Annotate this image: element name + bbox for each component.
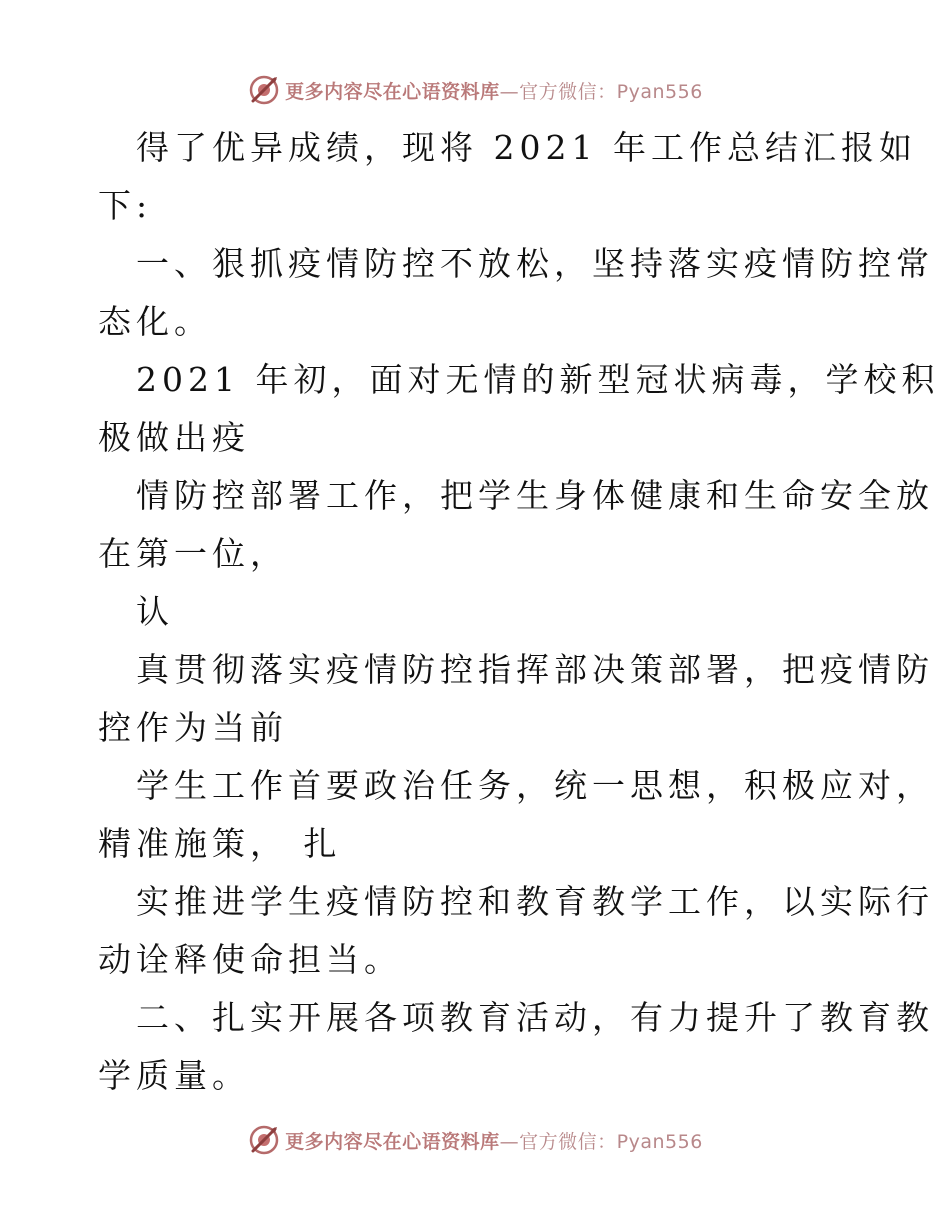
watermark-suffix: 官方微信：Pyan556 <box>519 1130 703 1153</box>
text-line: 得了优异成绩，现将 2021 年工作总结汇报如 <box>136 128 917 167</box>
watermark-separator: — <box>499 80 520 103</box>
text-line: 实推进学生疫情防控和教育教学工作，以实际行 <box>136 882 934 921</box>
text-line: 动诠释使命担当。 <box>98 940 402 979</box>
watermark-separator: — <box>499 1130 520 1153</box>
text-line: 二、扎实开展各项教育活动，有力提升了教育教 <box>136 998 934 1037</box>
footer-watermark <box>0 1120 950 1160</box>
text-line: 学质量。 <box>98 1056 250 1095</box>
text-line: 2021 年初，面对无情的新型冠状病毒，学校积 <box>136 360 940 399</box>
text-line: 在第一位， <box>98 534 288 573</box>
watermark-text <box>285 77 703 104</box>
text-line: 精准施策， 扎 <box>98 824 342 863</box>
text-line: 态化。 <box>98 302 212 341</box>
watermark-brand: 更多内容尽在心语资料库 <box>285 1130 500 1153</box>
header-watermark <box>0 70 950 110</box>
brand-logo-icon <box>247 73 281 107</box>
watermark-suffix: 官方微信：Pyan556 <box>519 80 703 103</box>
text-line: 一、狠抓疫情防控不放松，坚持落实疫情防控常 <box>136 244 934 283</box>
text-line: 学生工作首要政治任务，统一思想，积极应对， <box>136 766 934 805</box>
text-line: 极做出疫 <box>98 418 250 457</box>
watermark-text <box>285 1127 703 1154</box>
brand-logo-icon <box>247 1123 281 1157</box>
text-line: 控作为当前 <box>98 708 288 747</box>
watermark-brand: 更多内容尽在心语资料库 <box>285 80 500 103</box>
text-line: 认 <box>136 592 174 631</box>
text-line: 下: <box>98 186 153 225</box>
text-line: 情防控部署工作，把学生身体健康和生命安全放 <box>136 476 934 515</box>
text-line: 真贯彻落实疫情防控指挥部决策部署，把疫情防 <box>136 650 934 689</box>
